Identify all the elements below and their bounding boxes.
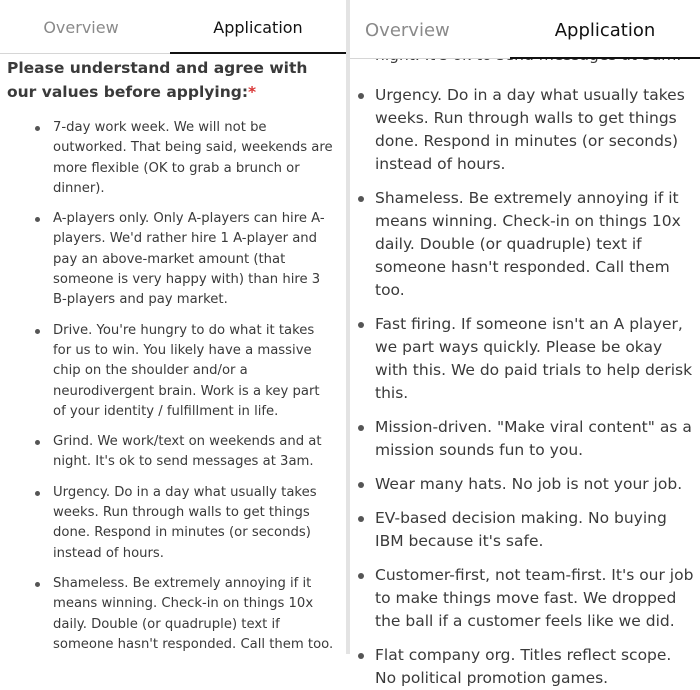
bullet-icon	[358, 93, 364, 99]
list-item-text: Customer-first, not team-first. It's our job to make things move fast. We dropped the ball if a customer feels like we did.	[375, 566, 694, 630]
bullet-icon	[358, 653, 364, 659]
tab-overview[interactable]: Overview	[365, 20, 450, 41]
values-list	[0, 118, 346, 655]
list-item	[350, 507, 700, 553]
list-item	[0, 209, 346, 310]
list-item	[0, 118, 346, 199]
list-item	[350, 313, 700, 405]
list-item	[350, 644, 700, 690]
list-item	[0, 483, 346, 564]
list-item	[0, 432, 346, 473]
list-item-text: Urgency. Do in a day what usually takes weeks. Run through walls to get things done. Respond in minutes (or seconds) instead of hours.	[375, 86, 685, 173]
tab-overview[interactable]: Overview	[43, 18, 119, 37]
right-screenshot-panel	[350, 0, 700, 687]
bullet-icon	[35, 440, 40, 445]
bullet-icon	[358, 573, 364, 579]
bullet-icon	[358, 322, 364, 328]
bullet-icon	[35, 217, 40, 222]
list-item	[350, 416, 700, 462]
list-item-text: EV-based decision making. No buying IBM because it's safe.	[375, 509, 667, 550]
list-item-text: A-players only. Only A-players can hire A-players. We'd rather hire 1 A-player and pay an above-market amount (that someone is very happy with) than hire 3 B-players and pay market.	[53, 211, 325, 308]
bullet-icon	[358, 482, 364, 488]
list-item	[350, 473, 700, 496]
list-item	[0, 321, 346, 422]
list-item-text: Fast firing. If someone isn't an A player, we part ways quickly. Please be okay with this. We do paid trials to help derisk this.	[375, 315, 693, 402]
bullet-icon	[35, 491, 40, 496]
required-marker: *	[248, 83, 257, 101]
list-item-text: Wear many hats. No job is not your job.	[375, 475, 683, 493]
bullet-icon	[358, 516, 364, 522]
list-item	[350, 564, 700, 633]
bullet-icon	[35, 582, 40, 587]
tab-application[interactable]: Application	[510, 0, 700, 58]
list-item-text: Urgency. Do in a day what usually takes weeks. Run through walls to get things done. Respond in minutes (or seconds) instead of hours.	[53, 484, 317, 561]
values-list	[350, 84, 700, 690]
list-item-text: Shameless. Be extremely annoying if it means winning. Check-in on things 10x daily. Double (or quadruple) text if someone hasn't responded. Call them too.	[53, 575, 334, 652]
list-item	[350, 84, 700, 176]
left-screenshot-panel	[0, 0, 346, 654]
bullet-icon	[35, 329, 40, 334]
list-item-text: Grind. We work/text on weekends and at night. It's ok to send messages at 3am.	[53, 434, 322, 470]
list-item-text: Shameless. Be extremely annoying if it means winning. Check-in on things 10x daily. Double (or quadruple) text if someone hasn't responded. Call them too.	[375, 189, 681, 299]
list-item	[350, 187, 700, 302]
values-heading	[7, 56, 334, 104]
list-item-text: Drive. You're hungry to do what it takes for us to win. You likely have a massive chip on the shoulder and/or a neurodivergent brain. Work is a key part of your identity / fulfillment in life.	[53, 322, 320, 419]
bullet-icon	[35, 126, 40, 131]
bullet-icon	[358, 196, 364, 202]
tab-bar	[350, 0, 700, 59]
bullet-icon	[358, 425, 364, 431]
list-item-text: Flat company org. Titles reflect scope. No political promotion games.	[375, 646, 672, 687]
list-item-text: Mission-driven. "Make viral content" as a mission sounds fun to you.	[375, 418, 692, 459]
list-item-text: 7-day work week. We will not be outworked. That being said, weekends are more flexible (OK to grab a brunch or dinner).	[53, 120, 333, 196]
tab-bar	[0, 0, 346, 54]
list-item	[0, 574, 346, 655]
values-heading-text: Please understand and agree with our values before applying:	[7, 59, 308, 101]
tab-application[interactable]: Application	[170, 0, 346, 53]
